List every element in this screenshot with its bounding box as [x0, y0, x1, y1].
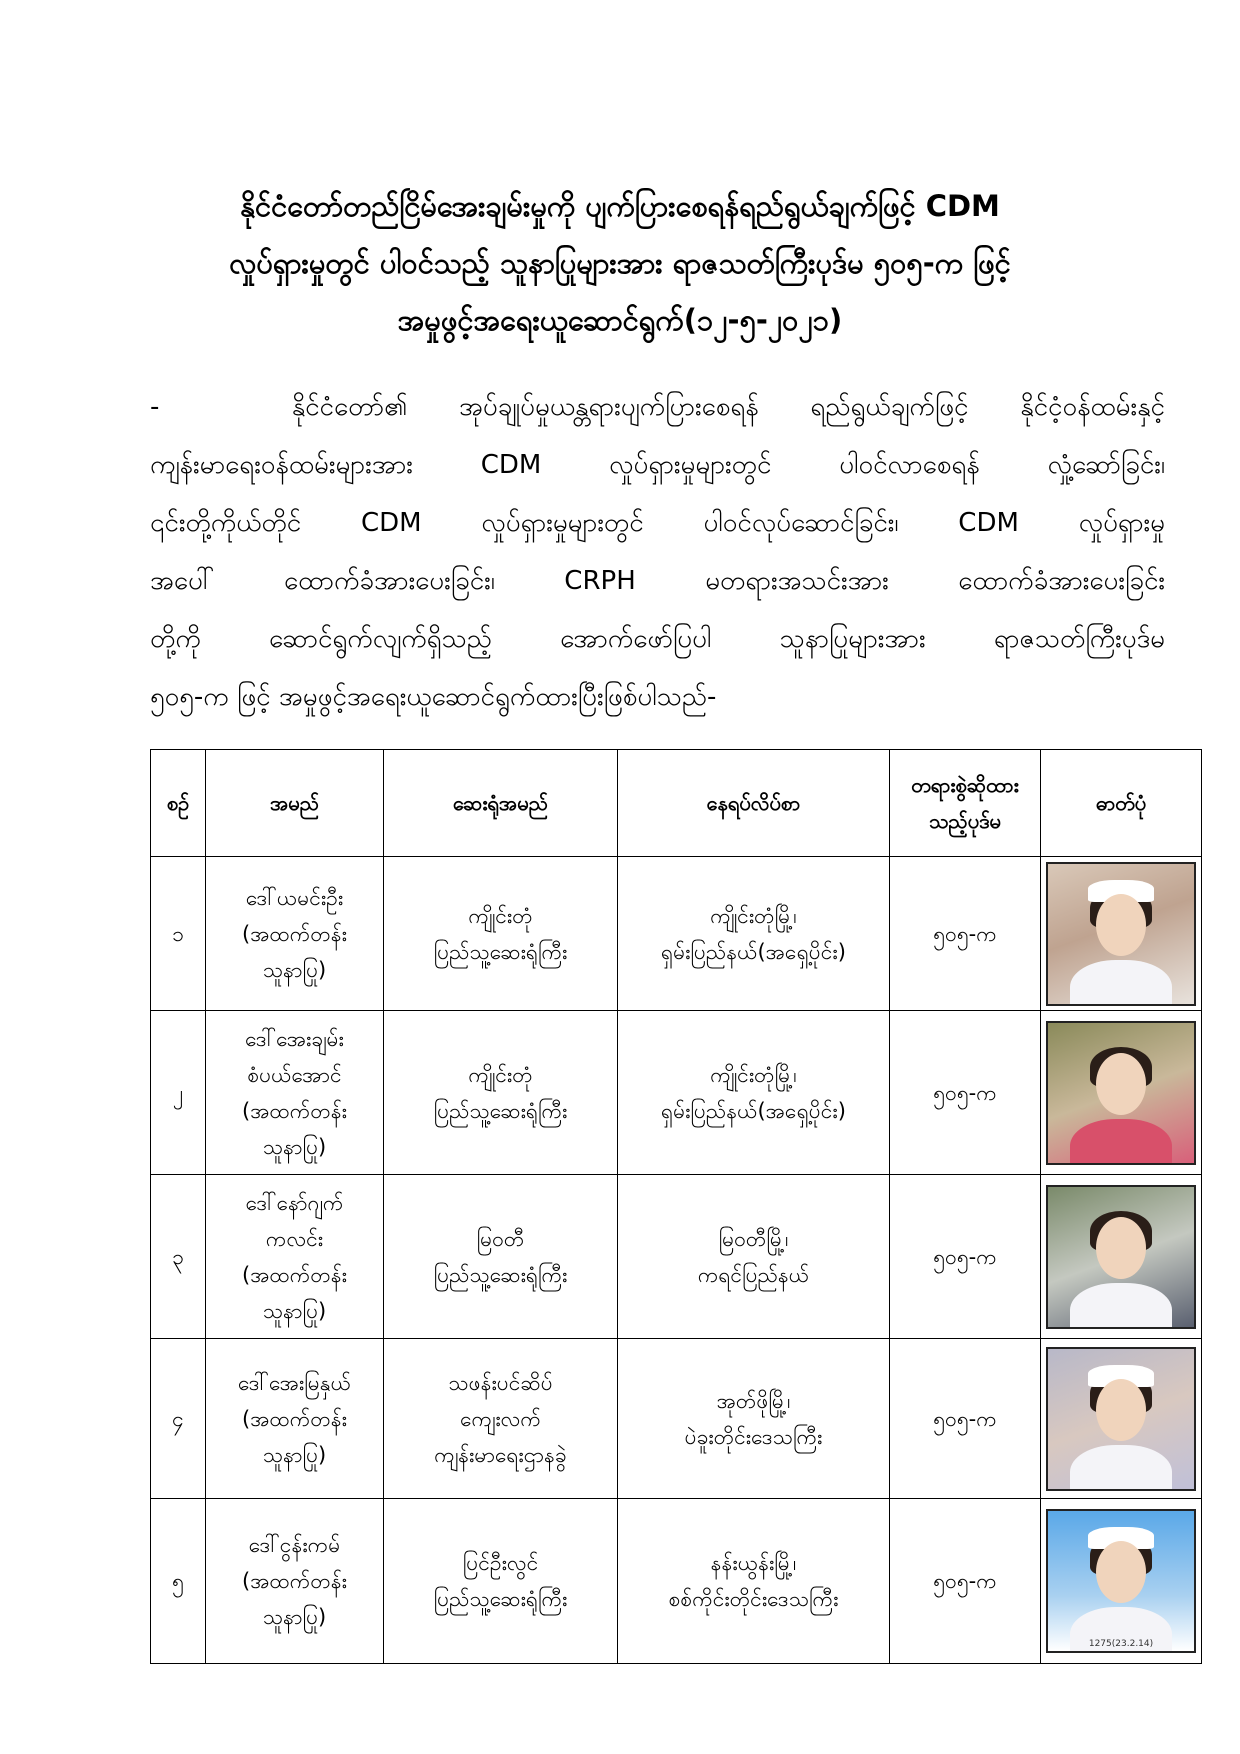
name-line: သူနာပြု) — [262, 1442, 327, 1467]
photo-face — [1096, 894, 1146, 956]
intro-word: သူနာပြုများအား — [779, 624, 926, 654]
cell-name — [206, 1339, 384, 1499]
title-line-2: လှုပ်ရှားမှုတွင် ပါဝင်သည့် သူနာပြုများအား ရာဇသတ်ကြီးပုဒ်မ ၅၀၅-က ဖြင့် — [229, 246, 1011, 280]
cell-hospital — [384, 1011, 618, 1175]
cell-section: ၅၀၅-က — [890, 1011, 1041, 1175]
cell-photo — [1041, 1011, 1202, 1175]
photo-face — [1096, 1379, 1146, 1441]
cell-hospital — [384, 1499, 618, 1664]
address-line: ပဲခူးတိုင်းဒေသကြီး — [684, 1424, 823, 1449]
name-line: သူနာပြု) — [262, 1134, 327, 1159]
photo-stamp: 1275(23.2.14) — [1088, 1639, 1154, 1649]
intro-word: CDM — [360, 508, 422, 538]
cell-hospital — [384, 1339, 618, 1499]
intro-word: ၎င်းတို့ကိုယ်တိုင် — [150, 508, 302, 538]
intro-line — [150, 494, 1165, 552]
cell-address — [618, 1339, 890, 1499]
cell-no: ၃ — [151, 1175, 206, 1339]
header-name: အမည် — [206, 750, 384, 857]
table-header-row — [151, 750, 1202, 857]
intro-line — [150, 436, 1165, 494]
intro-word: လှုံ့ဆော်ခြင်း၊ — [1047, 450, 1165, 480]
intro-word: ပါဝင်လာစေရန် — [839, 450, 980, 480]
cell-address — [618, 1011, 890, 1175]
header-hospital: ဆေးရုံအမည် — [384, 750, 618, 857]
intro-word: အောက်ဖော်ပြပါ — [560, 624, 712, 654]
address-line: အုတ်ဖိုမြို့၊ — [716, 1388, 791, 1413]
cell-photo — [1041, 1339, 1202, 1499]
cell-hospital — [384, 857, 618, 1011]
cell-photo — [1041, 1175, 1202, 1339]
name-line: ဒေါ်အေးမြနှယ် — [238, 1370, 351, 1395]
intro-word: တို့ကို — [150, 624, 201, 654]
cell-section: ၅၀၅-က — [890, 1339, 1041, 1499]
intro-paragraph — [150, 378, 1165, 726]
name-line: သူနာပြု) — [262, 1605, 327, 1629]
intro-word: ထောက်ခံအားပေးခြင်း၊ — [284, 566, 495, 596]
intro-dash: - — [150, 392, 160, 422]
cell-hospital — [384, 1175, 618, 1339]
hospital-line: ပြည်သူ့ဆေးရုံကြီး — [433, 1262, 568, 1287]
intro-word: အုပ်ချုပ်မှုယန္တရားပျက်ပြားစေရန် — [458, 392, 759, 422]
hospital-line: ပြည်သူ့ဆေးရုံကြီး — [433, 1587, 568, 1611]
address-line: နန်းယွန်းမြို့၊ — [710, 1551, 797, 1575]
cell-address — [618, 857, 890, 1011]
cell-address — [618, 1175, 890, 1339]
cell-photo — [1041, 857, 1202, 1011]
intro-word: CDM — [480, 450, 542, 480]
photo-face — [1096, 1217, 1146, 1279]
intro-word: ပါဝင်လုပ်ဆောင်ခြင်း၊ — [703, 508, 899, 538]
name-line: သူနာပြု) — [262, 957, 327, 982]
cell-no: ၁ — [151, 857, 206, 1011]
header-photo: ဓာတ်ပုံ — [1041, 750, 1202, 857]
name-line: ဒေါ်အေးချမ်း — [245, 1026, 344, 1051]
address-line: ရှမ်းပြည်နယ်(အရှေ့ပိုင်း) — [661, 939, 846, 964]
name-line: (အထက်တန်း — [242, 1406, 347, 1431]
photo-face — [1096, 1053, 1146, 1115]
intro-line — [150, 668, 1165, 726]
intro-word: နိုင်ငံတော်၏ — [291, 392, 408, 422]
name-line: (အထက်တန်း — [242, 1569, 347, 1593]
address-line: ကျိုင်းတုံမြို့၊ — [710, 903, 797, 928]
name-line: ကလင်း — [265, 1226, 324, 1251]
photo-body — [1070, 1283, 1172, 1329]
cell-no: ၄ — [151, 1339, 206, 1499]
cell-name — [206, 1175, 384, 1339]
cell-no: ၅ — [151, 1499, 206, 1664]
intro-word: CDM — [958, 508, 1019, 538]
photo-face — [1096, 1541, 1146, 1603]
name-line: (အထက်တန်း — [242, 1098, 347, 1123]
intro-word: ရာဇသတ်ကြီးပုဒ်မ — [993, 624, 1165, 654]
title-line-3: အမှုဖွင့်အရေးယူဆောင်ရွက်(၁၂-၅-၂၀၂၁) — [397, 303, 843, 337]
portrait-photo — [1046, 1509, 1196, 1653]
cell-photo — [1041, 1499, 1202, 1664]
header-no: စဉ် — [151, 750, 206, 857]
cell-no: ၂ — [151, 1011, 206, 1175]
table-row — [151, 1011, 1202, 1175]
header-section-line: တရားစွဲဆိုထား — [911, 773, 1019, 797]
portrait-photo — [1046, 1347, 1196, 1491]
nurses-table — [150, 749, 1202, 1664]
table-row — [151, 1339, 1202, 1499]
intro-word: အပေါ် — [150, 566, 215, 596]
cell-name — [206, 1499, 384, 1664]
name-line: ဒေါ်နော်ဂျက် — [245, 1190, 344, 1215]
hospital-line: ကျေးလက် — [460, 1406, 541, 1431]
address-line: ရှမ်းပြည်နယ်(အရှေ့ပိုင်း) — [661, 1098, 846, 1123]
intro-word: CRPH — [564, 566, 636, 596]
address-line: မြဝတီမြို့၊ — [718, 1226, 789, 1251]
intro-word: ထောက်ခံအားပေးခြင်း — [958, 566, 1165, 596]
name-line: (အထက်တန်း — [242, 1262, 347, 1287]
table-row — [151, 1499, 1202, 1664]
intro-word: ရည်ရွယ်ချက်ဖြင့် — [810, 392, 969, 422]
table-row — [151, 857, 1202, 1011]
name-line: ဒေါ်ငွန်းကမ် — [248, 1533, 341, 1557]
name-line: (အထက်တန်း — [242, 921, 347, 946]
cell-section: ၅၀၅-က — [890, 1175, 1041, 1339]
header-section — [890, 750, 1041, 857]
name-line: သူနာပြု) — [262, 1298, 327, 1323]
intro-word: လှုပ်ရှားမှု — [1078, 508, 1165, 538]
cell-section: ၅၀၅-က — [890, 857, 1041, 1011]
photo-body — [1070, 1119, 1172, 1165]
portrait-photo — [1046, 1185, 1196, 1329]
hospital-line: မြဝတီ — [476, 1226, 525, 1251]
cell-name — [206, 857, 384, 1011]
intro-line — [150, 552, 1165, 610]
address-line: ကရင်ပြည်နယ် — [697, 1262, 810, 1287]
photo-body — [1070, 1445, 1172, 1491]
intro-word: မတရားအသင်းအား — [705, 566, 889, 596]
header-section-line: သည့်ပုဒ်မ — [929, 809, 1001, 833]
hospital-line: ပြင်ဦးလွင် — [462, 1551, 539, 1575]
document-title — [120, 178, 1120, 349]
intro-line — [150, 378, 1165, 436]
cell-section: ၅၀၅-က — [890, 1499, 1041, 1664]
hospital-line: ကျိုင်းတုံ — [468, 903, 533, 928]
name-line: စံပယ်အောင် — [247, 1062, 342, 1087]
intro-word: ဆောင်ရွက်လျက်ရှိသည့် — [269, 624, 492, 654]
photo-body — [1070, 960, 1172, 1006]
address-line: ကျိုင်းတုံမြို့၊ — [710, 1062, 797, 1087]
hospital-line: သဖန်းပင်ဆိပ် — [448, 1370, 553, 1395]
intro-word: လှုပ်ရှားမှုများတွင် — [481, 508, 644, 538]
intro-line — [150, 610, 1165, 668]
intro-word: လှုပ်ရှားမှုများတွင် — [609, 450, 772, 480]
table-row — [151, 1175, 1202, 1339]
intro-word: ကျန်းမာရေးဝန်ထမ်းများအား — [150, 450, 413, 480]
cell-name — [206, 1011, 384, 1175]
title-line-1: နိုင်ငံတော်တည်ငြိမ်အေးချမ်းမှုကို ပျက်ပြားစေရန်ရည်ရွယ်ချက်ဖြင့် CDM — [240, 189, 1000, 223]
header-address: နေရပ်လိပ်စာ — [618, 750, 890, 857]
portrait-photo — [1046, 862, 1196, 1006]
hospital-line: ပြည်သူ့ဆေးရုံကြီး — [433, 939, 568, 964]
hospital-line: ကျန်းမာရေးဌာနခွဲ — [434, 1442, 567, 1467]
address-line: စစ်ကိုင်းတိုင်းဒေသကြီး — [668, 1587, 839, 1611]
intro-word: ၅၀၅-က ဖြင့် အမှုဖွင့်အရေးယူဆောင်ရွက်ထားပြီးဖြစ်ပါသည်- — [150, 682, 717, 712]
name-line: ဒေါ်ယမင်းဦး — [245, 885, 344, 910]
hospital-line: ကျိုင်းတုံ — [468, 1062, 533, 1087]
portrait-photo — [1046, 1021, 1196, 1165]
cell-address — [618, 1499, 890, 1664]
hospital-line: ပြည်သူ့ဆေးရုံကြီး — [433, 1098, 568, 1123]
intro-word: နိုင်ငံ့ဝန်ထမ်းနှင့် — [1020, 392, 1165, 422]
